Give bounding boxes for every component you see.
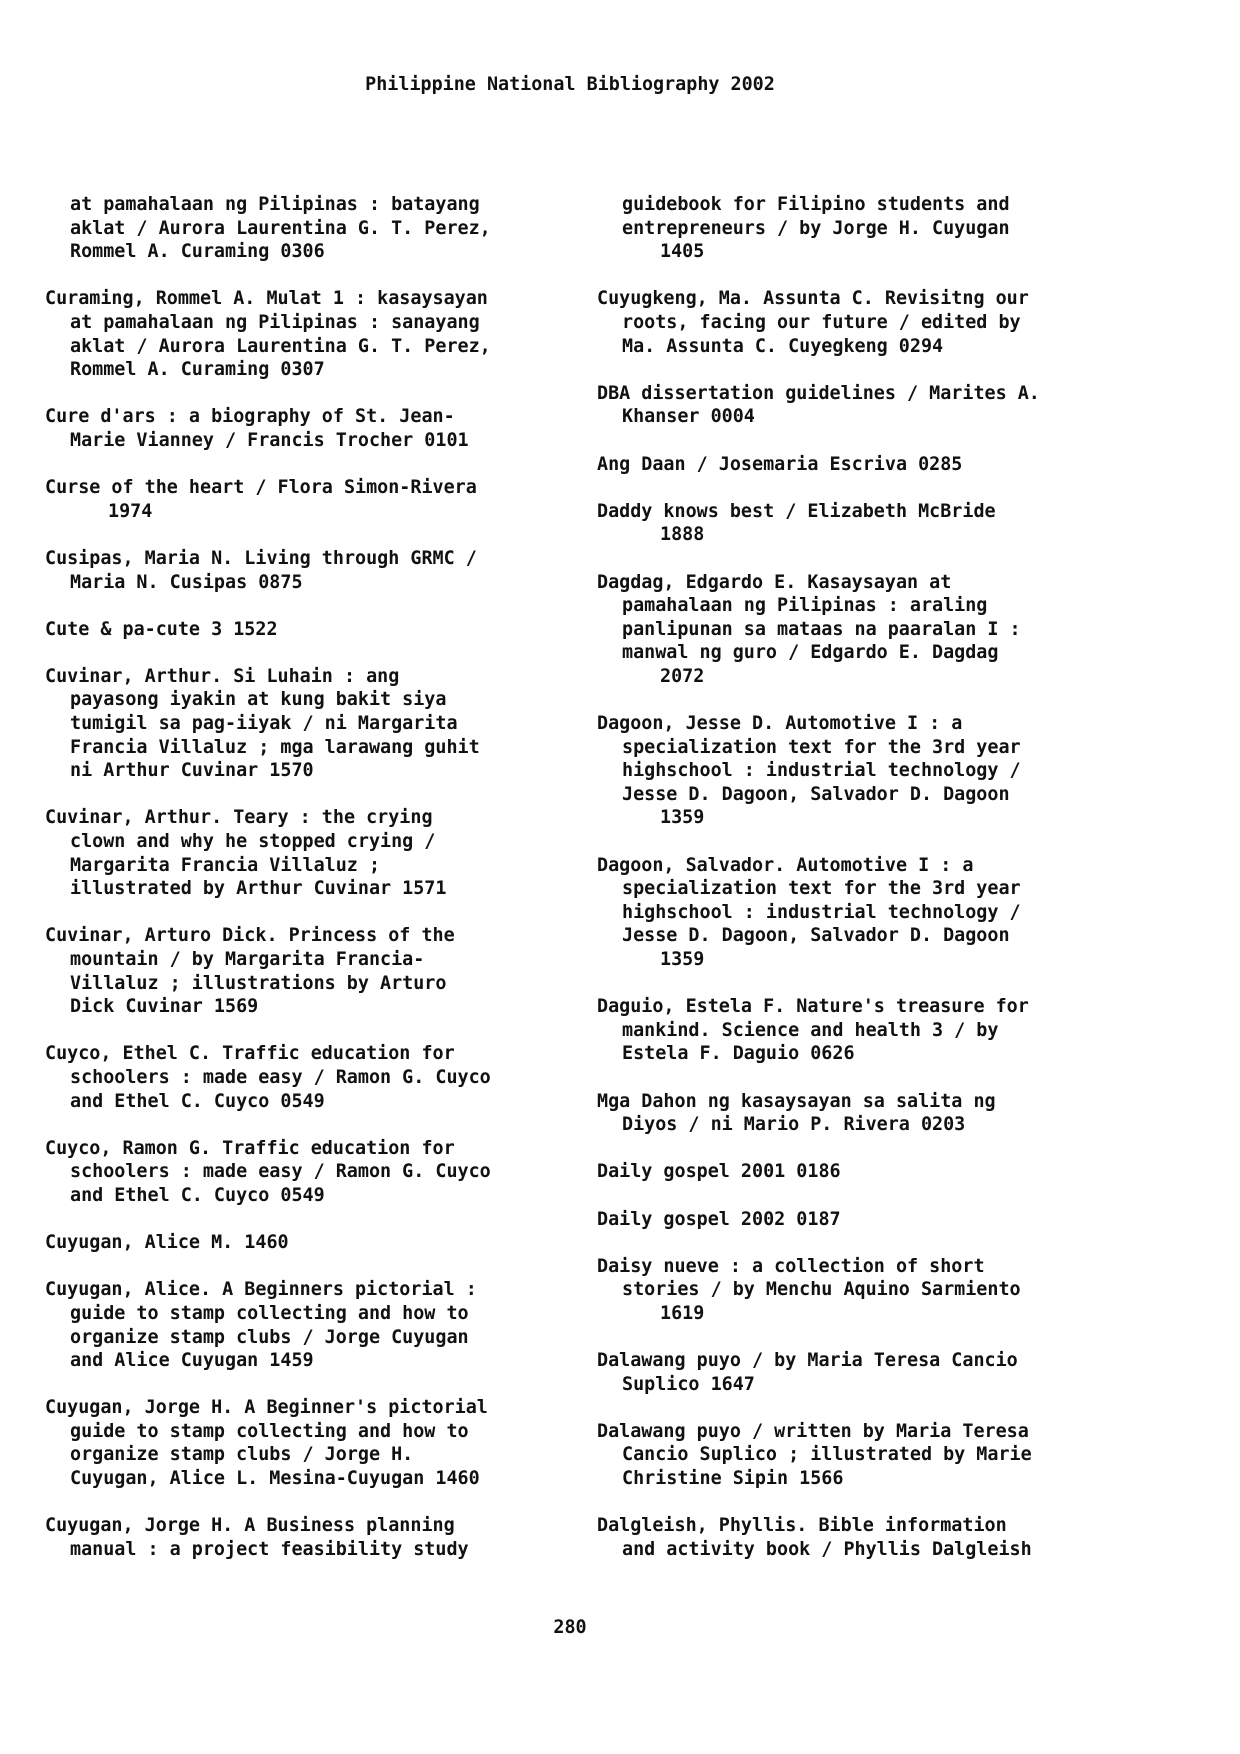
entry-line: Curse of the heart / Flora Simon-Rivera (45, 477, 477, 499)
bibliography-entry (597, 571, 1157, 689)
bibliography-entry (45, 287, 605, 381)
entry-line: Daily gospel 2002 0187 (597, 1208, 841, 1230)
entry-line: Cuvinar, Arthur. Teary : the crying (45, 807, 433, 829)
entry-line: schoolers : made easy / Ramon G. Cuyco (70, 1161, 491, 1183)
entry-line: Curaming, Rommel A. Mulat 1 : kasaysayan (45, 288, 488, 310)
bibliography-entry (45, 924, 605, 1018)
entry-line: 1359 (660, 807, 705, 829)
bibliography-entry (597, 1255, 1157, 1326)
entry-line: Suplico 1647 (622, 1373, 755, 1395)
bibliography-entry (597, 712, 1157, 830)
entry-line: Daguio, Estela F. Nature's treasure for (597, 996, 1029, 1018)
bibliography-entry (597, 1420, 1157, 1491)
entry-line: panlipunan sa mataas na paaralan I : (622, 618, 1021, 640)
entry-line: payasong iyakin at kung bakit siya (70, 689, 447, 711)
bibliography-entry (597, 1514, 1157, 1561)
entry-line: mountain / by Margarita Francia- (70, 949, 425, 970)
entry-line: Dick Cuvinar 1569 (70, 996, 259, 1018)
entry-line: organize stamp clubs / Jorge H. (70, 1444, 414, 1466)
bibliography-entry (45, 193, 605, 264)
entry-line: pamahalaan ng Pilipinas : araling (622, 595, 988, 617)
bibliography-entry (597, 1160, 1157, 1184)
entry-line: stories / by Menchu Aquino Sarmiento (622, 1279, 1021, 1301)
entry-line: 1405 (660, 241, 705, 263)
bibliography-entry (45, 1514, 605, 1561)
entry-line: Khanser 0004 (622, 406, 755, 428)
entry-line: Marie Vianney / Francis Trocher 0101 (70, 429, 469, 451)
entry-line: Cute & pa-cute 3 1522 (45, 618, 278, 640)
bibliography-column-right (597, 193, 1157, 1585)
entry-line: Dalgleish, Phyllis. Bible information (597, 1515, 1007, 1537)
entry-line: Cuyugkeng, Ma. Assunta C. Revisitng our (597, 288, 1029, 310)
entry-line: Daisy nueve : a collection of short (597, 1255, 985, 1277)
bibliography-entry (45, 1042, 605, 1113)
entry-line: manual : a project feasibility study (70, 1538, 469, 1560)
bibliography-entry (597, 453, 1157, 477)
bibliography-entry (597, 500, 1157, 547)
entry-line: and activity book / Phyllis Dalgleish (622, 1538, 1032, 1560)
entry-line: Dalawang puyo / written by Maria Teresa (597, 1420, 1029, 1442)
entry-line: schoolers : made easy / Ramon G. Cuyco (70, 1066, 491, 1088)
entry-line: highschool : industrial technology / (622, 760, 1021, 782)
entry-line: Ang Daan / Josemaria Escriva 0285 (597, 453, 963, 475)
entry-line: 2072 (660, 665, 705, 687)
entry-line: Christine Sipin 1566 (622, 1468, 844, 1490)
page-number: 280 (553, 1617, 587, 1638)
entry-line: specialization text for the 3rd year (622, 736, 1021, 758)
bibliography-entry (597, 1208, 1157, 1232)
entry-line: 1619 (660, 1302, 705, 1324)
bibliography-entry (45, 806, 605, 900)
entry-line: Daddy knows best / Elizabeth McBride (597, 500, 996, 522)
bibliography-entry (45, 1396, 605, 1490)
entry-line: Dagdag, Edgardo E. Kasaysayan at (597, 571, 952, 593)
entry-line: guide to stamp collecting and how to (70, 1420, 469, 1442)
bibliography-entry (597, 854, 1157, 972)
bibliography-entry (45, 476, 605, 523)
entry-line: Cure d'ars : a biography of St. Jean- (45, 406, 455, 428)
entry-line: Estela F. Daguio 0626 (622, 1043, 855, 1065)
bibliography-entry (597, 382, 1157, 429)
bibliography-entry (45, 665, 605, 783)
entry-line: Cuvinar, Arturo Dick. Princess of the (45, 925, 455, 947)
entry-line: 1359 (660, 949, 705, 970)
entry-line: Dalawang puyo / by Maria Teresa Cancio (597, 1350, 1018, 1372)
entry-line: highschool : industrial technology / (622, 901, 1021, 923)
entry-line: at pamahalaan ng Pilipinas : batayang (70, 194, 480, 215)
entry-line: roots, facing our future / edited by (622, 311, 1021, 333)
entry-line: Diyos / ni Mario P. Rivera 0203 (622, 1114, 966, 1136)
bibliography-entry (597, 193, 1157, 264)
entry-line: 1974 (108, 500, 153, 522)
entry-line: entrepreneurs / by Jorge H. Cuyugan (622, 217, 1010, 239)
entry-line: Cuyco, Ramon G. Traffic education for (45, 1137, 455, 1159)
bibliography-entry (45, 547, 605, 594)
entry-line: Cuyugan, Alice M. 1460 (45, 1232, 289, 1254)
entry-line: manwal ng guro / Edgardo E. Dagdag (622, 642, 999, 664)
bibliography-entry (45, 618, 605, 642)
entry-line: Rommel A. Curaming 0306 (70, 241, 325, 263)
entry-line: aklat / Aurora Laurentina G. T. Perez, (70, 335, 491, 357)
bibliography-entry (597, 287, 1157, 358)
entry-line: tumigil sa pag-iiyak / ni Margarita (70, 713, 458, 735)
entry-line: ni Arthur Cuvinar 1570 (70, 760, 314, 782)
bibliography-entry (45, 1278, 605, 1372)
bibliography-column-left (45, 193, 605, 1585)
entry-line: Rommel A. Curaming 0307 (70, 359, 325, 381)
entry-line: clown and why he stopped crying / (70, 831, 436, 853)
bibliography-entry (597, 1090, 1157, 1137)
bibliography-entry (45, 1137, 605, 1208)
entry-line: at pamahalaan ng Pilipinas : sanayang (70, 311, 480, 333)
bibliography-entry (597, 1349, 1157, 1396)
entry-line: aklat / Aurora Laurentina G. T. Perez, (70, 217, 491, 239)
entry-line: Cuyugan, Alice L. Mesina-Cuyugan 1460 (70, 1468, 480, 1490)
entry-line: 1888 (660, 524, 705, 546)
entry-line: Villaluz ; illustrations by Arturo (70, 972, 447, 994)
entry-line: organize stamp clubs / Jorge Cuyugan (70, 1326, 469, 1348)
entry-line: Francia Villaluz ; mga larawang guhit (70, 736, 480, 758)
entry-line: Daily gospel 2001 0186 (597, 1161, 841, 1183)
entry-line: Ma. Assunta C. Cuyegkeng 0294 (622, 335, 944, 357)
entry-line: Jesse D. Dagoon, Salvador D. Dagoon (622, 925, 1010, 947)
entry-line: Margarita Francia Villaluz ; (70, 854, 381, 876)
entry-line: Cuyugan, Alice. A Beginners pictorial : (45, 1279, 477, 1301)
bibliography-entry (597, 995, 1157, 1066)
entry-line: mankind. Science and health 3 / by (622, 1019, 999, 1041)
entry-line: Maria N. Cusipas 0875 (70, 571, 303, 593)
entry-line: Cuyugan, Jorge H. A Beginner's pictorial (45, 1397, 488, 1419)
entry-line: and Alice Cuyugan 1459 (70, 1350, 314, 1372)
entry-line: guidebook for Filipino students and (622, 194, 1010, 215)
bibliography-entry (45, 405, 605, 452)
entry-line: Cuvinar, Arthur. Si Luhain : ang (45, 665, 400, 687)
entry-line: Dagoon, Salvador. Automotive I : a (597, 854, 974, 876)
entry-line: and Ethel C. Cuyco 0549 (70, 1090, 325, 1112)
entry-line: and Ethel C. Cuyco 0549 (70, 1184, 325, 1206)
page-title: Philippine National Bibliography 2002 (365, 74, 775, 95)
entry-line: Cuyco, Ethel C. Traffic education for (45, 1043, 455, 1065)
entry-line: DBA dissertation guidelines / Marites A. (597, 382, 1040, 404)
entry-line: guide to stamp collecting and how to (70, 1302, 469, 1324)
entry-line: Cancio Suplico ; illustrated by Marie (622, 1444, 1032, 1466)
entry-line: Mga Dahon ng kasaysayan sa salita ng (597, 1090, 996, 1112)
entry-line: Cusipas, Maria N. Living through GRMC / (45, 547, 477, 569)
entry-line: Jesse D. Dagoon, Salvador D. Dagoon (622, 783, 1010, 805)
entry-line: illustrated by Arthur Cuvinar 1571 (70, 878, 447, 900)
entry-line: Dagoon, Jesse D. Automotive I : a (597, 713, 963, 735)
entry-line: Cuyugan, Jorge H. A Business planning (45, 1515, 455, 1537)
bibliography-entry (45, 1231, 605, 1255)
entry-line: specialization text for the 3rd year (622, 878, 1021, 900)
